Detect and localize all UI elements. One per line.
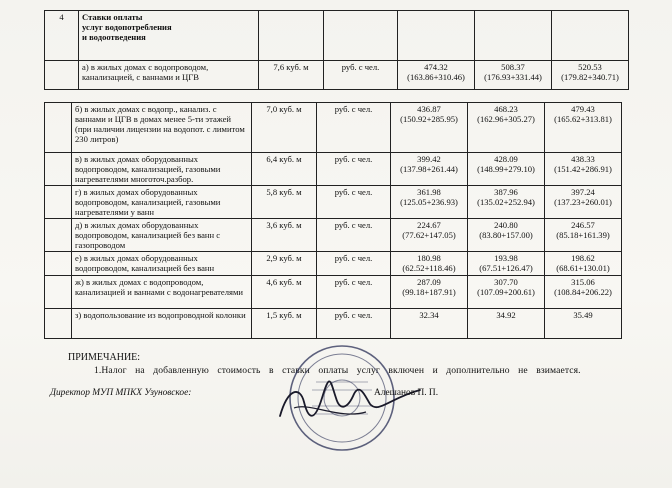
empty-cell: [398, 11, 475, 61]
value-cell: [475, 61, 552, 90]
row-description: в) в жилых домах оборудованных водопроводом, канализацией, газовыми нагревателями многоточ.разбор.: [72, 153, 252, 186]
value-cell: [391, 252, 468, 276]
empty-cell: [45, 309, 72, 339]
value-cell: [545, 186, 622, 219]
row-unit: руб. с чел.: [317, 153, 391, 186]
row-unit: руб. с чел.: [317, 219, 391, 252]
value-cell: [391, 153, 468, 186]
value-breakdown: (83.80+157.00): [479, 230, 533, 240]
tariff-table-top: [44, 10, 629, 90]
row-description: а) в жилых домах с водопроводом, канализацией, с ваннами и ЦГВ: [79, 61, 259, 90]
tariff-table-bottom: [44, 102, 622, 339]
value-total: 468.23: [494, 104, 518, 114]
value-cell: [468, 276, 545, 309]
value-breakdown: (179.82+340.71): [561, 72, 619, 82]
value-breakdown: (107.09+200.61): [477, 287, 535, 297]
value-breakdown: (163.86+310.46): [407, 72, 465, 82]
director-label: Директор МУП МПКХ Узуновское:: [50, 388, 192, 398]
value-total: 479.43: [571, 104, 595, 114]
table-row: [45, 103, 622, 153]
value-breakdown: (67.51+126.47): [479, 263, 533, 273]
value-cell: [398, 61, 475, 90]
empty-cell: [475, 11, 552, 61]
value-total: 387.96: [494, 187, 518, 197]
note-text: 1.Налог на добавленную стоимость в ставки оплаты услуг включен и дополнительно не взимается.: [94, 365, 581, 376]
row-description: ж) в жилых домах с водопроводом, канализацией и ваннами с водонагревателями: [72, 276, 252, 309]
section-title: [79, 11, 259, 61]
row-norm: 5,8 куб. м: [252, 186, 317, 219]
empty-cell: [45, 276, 72, 309]
value-cell: [391, 219, 468, 252]
value-cell: [468, 186, 545, 219]
value-total: 508.37: [501, 62, 525, 72]
row-norm: 3,6 куб. м: [252, 219, 317, 252]
row-unit: руб. с чел.: [317, 103, 391, 153]
row-unit: руб. с чел.: [317, 186, 391, 219]
value-total: 438.33: [571, 154, 595, 164]
value-total: 32.34: [419, 310, 439, 320]
row-description: е) в жилых домах оборудованных водопроводом, канализацией без ванн: [72, 252, 252, 276]
value-cell: [545, 276, 622, 309]
row-description: б) в жилых домах с водопр., канализ. с ваннами и ЦГВ в домах менее 5-ти этажей (при наличии лицензии на водопот. с лимитом 230 литров): [72, 103, 252, 153]
row-description: з) водопользование из водопроводной колонки: [72, 309, 252, 339]
value-cell: [468, 252, 545, 276]
table-row: [45, 153, 622, 186]
note-heading: ПРИМЕЧАНИЕ:: [68, 352, 141, 363]
value-cell: [545, 252, 622, 276]
value-total: 474.32: [424, 62, 448, 72]
value-total: 361.98: [417, 187, 441, 197]
value-total: 307.70: [494, 277, 518, 287]
value-total: 287.09: [417, 277, 441, 287]
empty-cell: [45, 219, 72, 252]
director-name: Алешанов П. П.: [374, 388, 439, 398]
value-total: 35.49: [573, 310, 593, 320]
value-breakdown: (176.93+331.44): [484, 72, 542, 82]
section-header-row: [45, 11, 629, 61]
value-total: 34.92: [496, 310, 516, 320]
empty-cell: [45, 153, 72, 186]
value-breakdown: (108.84+206.22): [554, 287, 612, 297]
value-cell: [391, 276, 468, 309]
value-total: 436.87: [417, 104, 441, 114]
value-cell: [391, 186, 468, 219]
row-unit: руб. с чел.: [317, 252, 391, 276]
value-cell: [545, 153, 622, 186]
value-breakdown: (68.61+130.01): [556, 263, 610, 273]
empty-cell: [45, 252, 72, 276]
table-row: [45, 309, 622, 339]
value-cell: [545, 309, 622, 339]
empty-cell: [45, 61, 79, 90]
row-norm: 6,4 куб. м: [252, 153, 317, 186]
value-total: 520.53: [578, 62, 602, 72]
value-total: 198.62: [571, 253, 595, 263]
value-breakdown: (165.62+313.81): [554, 114, 612, 124]
value-breakdown: (62.52+118.46): [402, 263, 456, 273]
row-norm: 7,6 куб. м: [259, 61, 324, 90]
section-title-line1: Ставки оплаты: [82, 12, 143, 22]
value-cell: [545, 219, 622, 252]
empty-cell: [552, 11, 629, 61]
value-breakdown: (77.62+147.05): [402, 230, 456, 240]
value-breakdown: (135.02+252.94): [477, 197, 535, 207]
signature-icon: [270, 368, 430, 438]
value-total: 224.67: [417, 220, 441, 230]
row-norm: 2,9 куб. м: [252, 252, 317, 276]
value-total: 193.98: [494, 253, 518, 263]
empty-cell: [324, 11, 398, 61]
value-breakdown: (99.18+187.91): [402, 287, 456, 297]
empty-cell: [45, 103, 72, 153]
table-row: [45, 276, 622, 309]
row-unit: руб. с чел.: [317, 309, 391, 339]
value-cell: [545, 103, 622, 153]
row-unit: руб. с чел.: [317, 276, 391, 309]
row-description: г) в жилых домах оборудованных водопроводом, канализацией, газовыми нагревателями у ванн: [72, 186, 252, 219]
value-breakdown: (148.99+279.10): [477, 164, 535, 174]
row-description: д) в жилых домах оборудованных водопроводом, канализацией без ванн с газопроводом: [72, 219, 252, 252]
value-breakdown: (162.96+305.27): [477, 114, 535, 124]
value-cell: [391, 309, 468, 339]
value-breakdown: (85.18+161.39): [556, 230, 610, 240]
value-cell: [552, 61, 629, 90]
table-row: [45, 61, 629, 90]
section-title-line2: услуг водопотребления: [82, 22, 172, 32]
table-row: [45, 219, 622, 252]
value-breakdown: (137.23+260.01): [554, 197, 612, 207]
section-number: 4: [45, 11, 79, 61]
empty-cell: [259, 11, 324, 61]
value-cell: [468, 103, 545, 153]
value-total: 428.09: [494, 154, 518, 164]
value-total: 397.24: [571, 187, 595, 197]
value-breakdown: (137.98+261.44): [400, 164, 458, 174]
row-unit: руб. с чел.: [324, 61, 398, 90]
value-total: 246.57: [571, 220, 595, 230]
row-norm: 4,6 куб. м: [252, 276, 317, 309]
value-total: 315.06: [571, 277, 595, 287]
value-cell: [468, 309, 545, 339]
row-norm: 7,0 куб. м: [252, 103, 317, 153]
table-row: [45, 186, 622, 219]
value-breakdown: (125.05+236.93): [400, 197, 458, 207]
value-cell: [468, 219, 545, 252]
value-breakdown: (151.42+286.91): [554, 164, 612, 174]
value-total: 240.80: [494, 220, 518, 230]
value-cell: [468, 153, 545, 186]
value-breakdown: (150.92+285.95): [400, 114, 458, 124]
row-norm: 1,5 куб. м: [252, 309, 317, 339]
value-total: 399.42: [417, 154, 441, 164]
value-cell: [391, 103, 468, 153]
section-title-line3: и водоотведения: [82, 32, 146, 42]
value-total: 180.98: [417, 253, 441, 263]
table-row: [45, 252, 622, 276]
empty-cell: [45, 186, 72, 219]
